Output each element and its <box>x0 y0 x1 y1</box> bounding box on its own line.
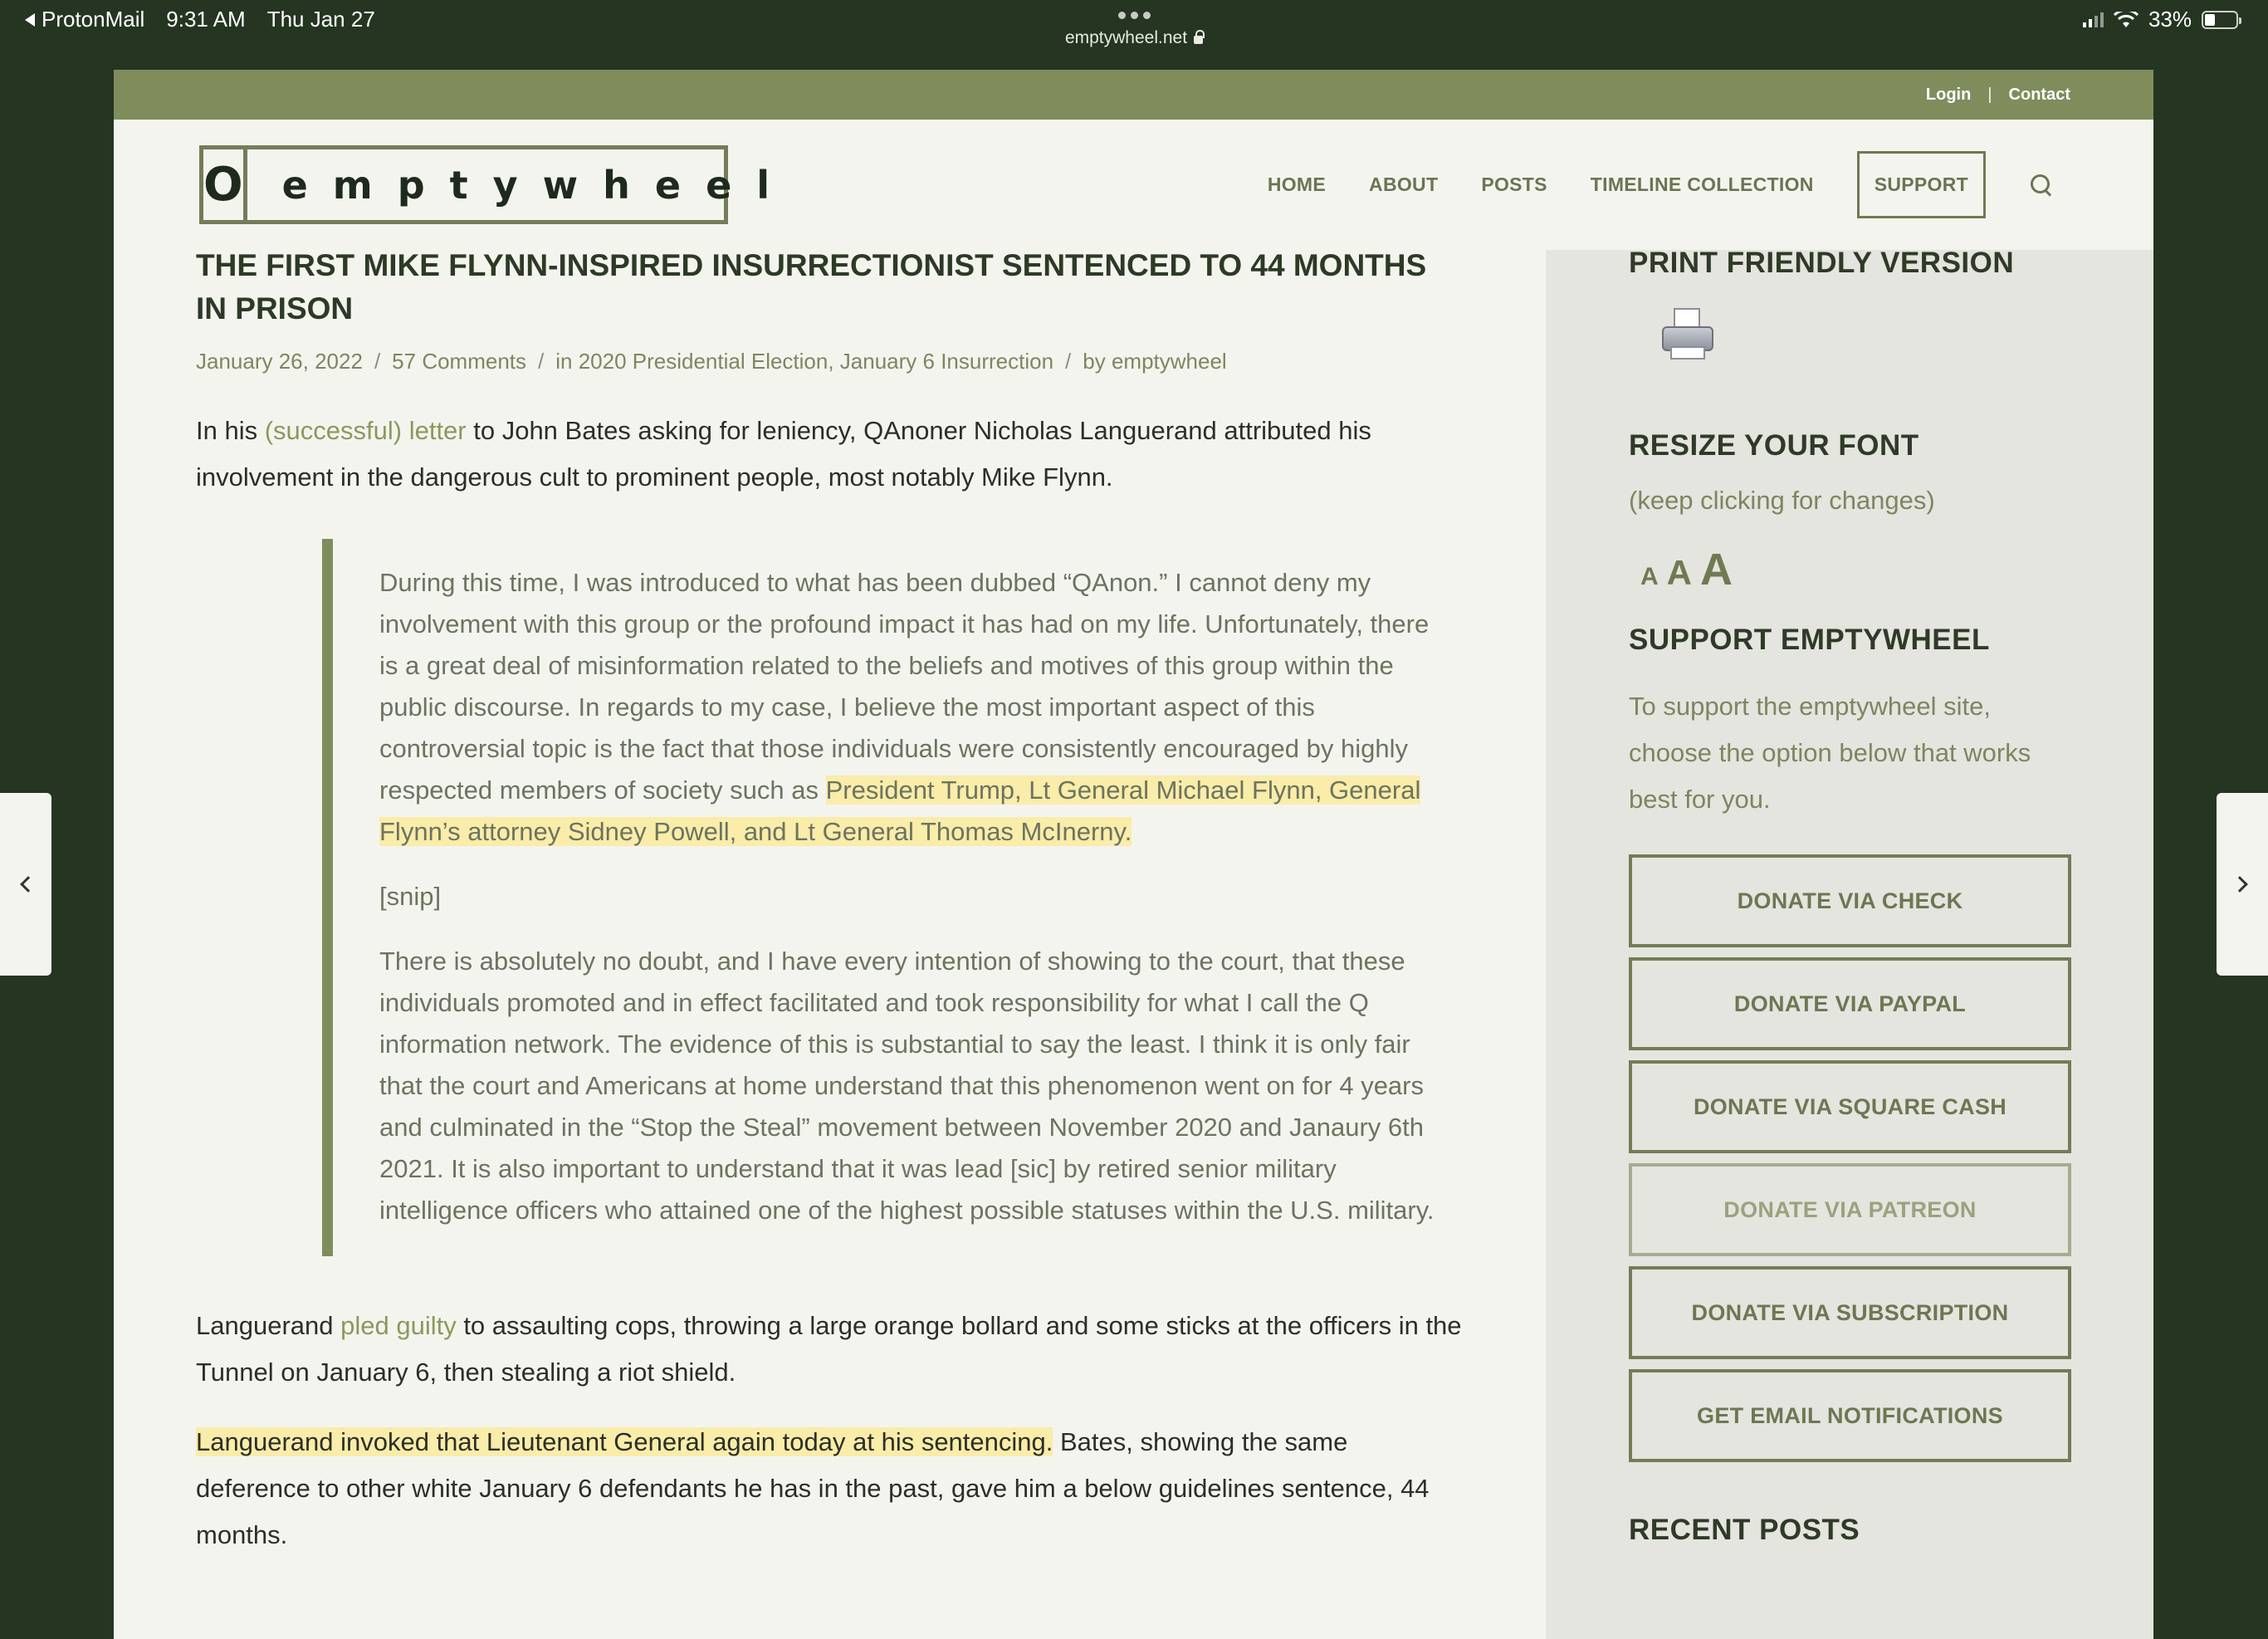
site-header <box>114 120 2153 244</box>
contact-link[interactable]: Contact <box>2008 85 2070 104</box>
donate-subscription-button[interactable]: DONATE VIA SUBSCRIPTION <box>1629 1266 2071 1359</box>
blockquote <box>322 539 1435 1256</box>
status-date: Thu Jan 27 <box>266 7 375 32</box>
font-medium-button[interactable]: A <box>1666 553 1693 592</box>
nav-home[interactable]: HOME <box>1267 174 1327 195</box>
donate-paypal-button[interactable]: DONATE VIA PAYPAL <box>1629 957 2071 1050</box>
status-time: 9:31 AM <box>166 7 246 32</box>
cellular-signal-icon <box>2083 12 2104 27</box>
top-utility-bar <box>114 70 2153 120</box>
printer-icon[interactable] <box>1662 308 1713 363</box>
font-small-button[interactable]: A <box>1640 563 1659 590</box>
successful-letter-link[interactable]: (successful) letter <box>264 416 467 445</box>
support-heading: SUPPORT EMPTYWHEEL <box>1629 624 1990 656</box>
article-paragraph: In his (successful) letter to John Bates asking for leniency, QAnoner Nicholas Languerand attributed his involvement in the dangerous cult to prominent people, most notably Mike Flynn. <box>196 416 1371 492</box>
address-bar[interactable] <box>0 28 2268 48</box>
donate-square-cash-button[interactable]: DONATE VIA SQUARE CASH <box>1629 1060 2071 1153</box>
font-size-controls <box>1640 544 2069 595</box>
lock-icon <box>1194 36 1203 44</box>
author-link[interactable]: by emptywheel <box>1083 349 1227 374</box>
email-notifications-button[interactable]: GET EMAIL NOTIFICATIONS <box>1629 1369 2071 1462</box>
comments-link[interactable]: 57 Comments <box>392 349 527 374</box>
battery-percent: 33% <box>2148 7 2192 32</box>
highlighted-text: Languerand invoked that Lieutenant General again today at his sentencing. <box>196 1427 1053 1456</box>
chevron-left-icon <box>20 876 37 893</box>
wifi-icon <box>2114 12 2138 28</box>
recent-posts-heading: RECENT POSTS <box>1629 1514 1860 1546</box>
previous-post-tab[interactable] <box>0 793 51 976</box>
quote-paragraph: During this time, I was introduced to what has been dubbed “QAnon.” I cannot deny my involvement with this group or the profound impact it has had on my life. Unfortunately, there is a great deal of misinformation related to the beliefs and motives of this group within the public discourse. In regards to my case, I believe the most important aspect of this controversial topic is the fact that those individuals were consistently encouraged by highly respected members of society such as President Trump, Lt General Michael Flynn, General Flynn’s attorney Sidney Powell, and Lt General Thomas McInerny. <box>379 568 1430 846</box>
donate-patreon-button[interactable]: DONATE VIA PATREON <box>1629 1163 2071 1256</box>
resize-hint: (keep clicking for changes) <box>1629 486 1935 515</box>
font-large-button[interactable]: A <box>1700 545 1733 594</box>
categories-link[interactable]: in 2020 Presidential Election, January 6 Insurrection <box>555 349 1054 374</box>
logo-text: emptywheel <box>281 162 795 208</box>
device-status-bar <box>0 0 2268 70</box>
chevron-right-icon <box>2231 876 2248 893</box>
article-paragraph: Languerand pled guilty to assaulting cops, throwing a large orange bollard and some sticks at the officers in the Tunnel on January 6, then stealing a riot shield. <box>196 1311 1462 1387</box>
main-nav <box>1268 151 2054 218</box>
article-paragraph: Languerand invoked that Lieutenant General again today at his sentencing. Bates, showing the same deference to other white January 6 defendants he has in the past, gave him a below guidelines sentence, 44 months. <box>196 1427 1430 1549</box>
quote-paragraph: There is absolutely no doubt, and I have every intention of showing to the court, that these individuals promoted and in effect facilitated and took responsibility for what I call the Q information network. The evidence of this is substantial to say the least. I think it is only fair that the court and Americans at home understand that this phenomenon went on for 4 years and culminated in the “Stop the Steal” movement between November 2020 and Janaury 6th 2021. It is also important to understand that it was lead [sic] by retired senior military intelligence officers who attained one of the highest possible statuses within the U.S. military. <box>379 947 1435 1225</box>
print-heading: PRINT FRIENDLY VERSION <box>1629 247 2015 279</box>
url-text: emptywheel.net <box>1064 28 1188 47</box>
donate-buttons <box>1629 854 2069 1462</box>
battery-icon <box>2202 11 2238 29</box>
web-page <box>114 70 2153 1639</box>
logo-mark: O <box>203 158 243 212</box>
search-icon[interactable] <box>2029 173 2054 198</box>
site-logo[interactable] <box>199 145 795 224</box>
nav-posts[interactable]: POSTS <box>1481 174 1547 195</box>
sidebar <box>1546 247 2153 1639</box>
quote-snip: [snip] <box>379 882 442 911</box>
donate-check-button[interactable]: DONATE VIA CHECK <box>1629 854 2071 947</box>
login-link[interactable]: Login <box>1925 85 1972 104</box>
highlighted-text: President Trump, Lt General Michael Flynn, General Flynn’s attorney Sidney Powell, and Lt General Thomas McInerny. <box>379 775 1421 846</box>
next-post-tab[interactable] <box>2217 793 2268 976</box>
back-app-label: ProtonMail <box>42 7 145 32</box>
nav-about[interactable]: ABOUT <box>1369 174 1439 195</box>
article-meta: January 26, 2022 / 57 Comments / in 2020 Presidential Election, January 6 Insurrection / by emptywheel <box>196 349 1227 374</box>
support-text: To support the emptywheel site, choose the option below that works best for you. <box>1629 692 2031 814</box>
divider: | <box>1987 85 1992 104</box>
article <box>196 244 1491 1558</box>
nav-support-button[interactable]: SUPPORT <box>1857 151 1986 218</box>
multitasking-dots-icon[interactable] <box>1118 12 1151 19</box>
nav-timeline-collection[interactable]: TIMELINE COLLECTION <box>1590 174 1814 195</box>
resize-heading: RESIZE YOUR FONT <box>1629 429 1919 462</box>
article-title: THE FIRST MIKE FLYNN-INSPIRED INSURRECTIONIST SENTENCED TO 44 MONTHS IN PRISON <box>196 248 1427 325</box>
post-date[interactable]: January 26, 2022 <box>196 349 363 374</box>
pled-guilty-link[interactable]: pled guilty <box>340 1311 457 1340</box>
